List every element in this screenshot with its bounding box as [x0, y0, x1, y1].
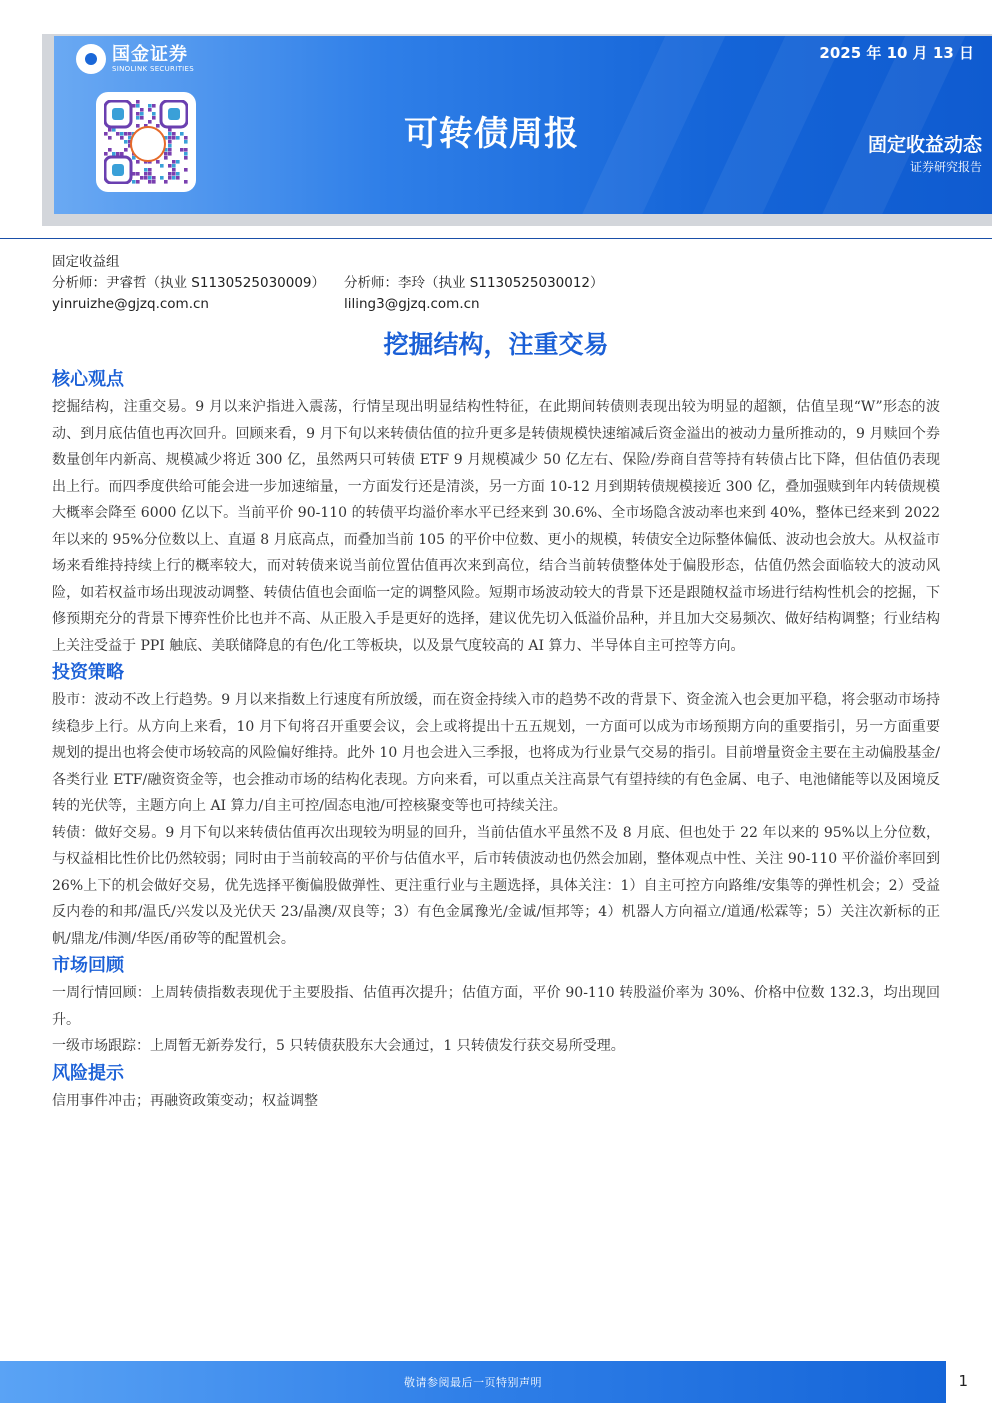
report-type: 固定收益动态 — [867, 134, 982, 156]
logo-mark-icon — [76, 44, 106, 74]
section-strategy — [52, 659, 940, 952]
section-core-view — [52, 366, 940, 659]
header-divider — [0, 238, 992, 239]
page-number: 1 — [958, 1372, 968, 1390]
qr-code-icon — [96, 92, 196, 192]
report-header-banner — [54, 36, 992, 214]
section-risk — [52, 1060, 940, 1115]
footer-bar — [0, 1361, 946, 1403]
logo-name-cn: 国金证券 — [112, 43, 188, 65]
analyst-info — [52, 252, 604, 315]
paragraph: 一级市场跟踪：上周暂无新券发行，5 只转债获股东大会通过，1 只转债发行获交易所受理。 — [52, 1038, 625, 1054]
paragraph: 转债：做好交易。9 月下旬以来转债估值再次出现较为明显的回升，当前估值水平虽然不及 8 月底、但也处于 22 年以来的 95%以上分位数，与权益相比性价比仍然较弱；同时由于当前较高的平价与估值水平，后市转债波动也仍然会加剧，整体观点中性、关注 90-110 平价溢价率回到 26%上下的机会做好交易，优先选择平衡偏股做弹性、更注重行业与主题选择，具体关注：1）自主可控方向路维/安集等的弹性机会；2）受益反内卷的和邦/温氏/兴发以及光伏天 23/晶澳/双良等；3）有色金属豫光/金诚/恒邦等；4）机器人方向福立/道通/松霖等；5）关注次新标的正帆/鼎龙/伟测/华医/甬矽等的配置机会。 — [52, 824, 940, 947]
report-body — [52, 366, 940, 1114]
paragraph: 信用事件冲击；再融资政策变动；权益调整 — [52, 1092, 318, 1109]
report-subtype: 证券研究报告 — [909, 160, 982, 174]
report-title: 可转债周报 — [404, 114, 579, 154]
paragraph: 挖掘结构，注重交易。9 月以来沪指进入震荡，行情呈现出明显结构性特征，在此期间转债则表现出较为明显的超额，估值呈现“W”形态的波动、到月底估值也再次回升。回顾来看，9 月下旬以来转债估值的拉升更多是转债规模快速缩减后资金溢出的被动力量所推动的，9 月赎回个券数量创年内新高、规模减少将近 300 亿，虽然两只可转债 ETF 9 月规模减少 50 亿左右、保险/券商自营等持有转债占比下降，但估值仍表现出上行。而四季度供给可能会进一步加速缩量，一方面发行还是清淡，另一方面 10-12 月到期转债规模接近 300 亿，叠加强赎到年内转债规模大概率会降至 6000 亿以下。当前平价 90-110 的转债平均溢价率水平已经来到 30.6%、全市场隐含波动率也来到 40%，整体已经来到 2022 年以来的 95%分位数以上、直逼 8 月底高点，而叠加当前 105 的平价中位数、更小的规模，转债安全边际整体偏低、波动也会放大。从权益市场来看维持持续上行的概率较大，而对转债来说当前位置估值再次来到高位，结合当前转债整体处于偏股形态，估值仍然会面临较大的波动风险，如若权益市场出现波动调整、转债估值也会面临一定的调整风险。短期市场波动较大的背景下还是跟随权益市场进行结构性机会的挖掘，下修预期充分的背景下博弈性价比也并不高、从正股入手是更好的选择，建议优先切入低溢价品种，并且加大交易频次、做好结构调整；行业结构上关注受益于 PPI 触底、美联储降息的有色/化工等板块，以及景气度较高的 AI 算力、半导体自主可控等方向。 — [52, 399, 940, 654]
section-title: 核心观点 — [52, 369, 124, 390]
section-title: 投资策略 — [52, 662, 124, 683]
company-logo — [76, 44, 194, 74]
analyst-2-email[interactable]: liling3@gjzq.com.cn — [344, 296, 480, 312]
report-headline: 挖掘结构，注重交易 — [383, 330, 609, 359]
analyst-1: 分析师：尹睿哲（执业 S1130525030009） — [52, 275, 326, 291]
paragraph: 股市：波动不改上行趋势。9 月以来指数上行速度有所放缓，而在资金持续入市的趋势不改的背景下、资金流入也会更加平稳，将会驱动市场持续稳步上行。从方向上来看，10 月下旬将召开重要会议，会上或将提出十五五规划，一方面可以成为市场预期方向的重要指引，另一方面重要规划的提出也将会使市场较高的风险偏好维持。此外 10 月也会进入三季报，也将成为行业景气交易的指引。目前增量资金主要在主动偏股基金/各类行业 ETF/融资资金等，也会推动市场的结构化表现。方向来看，可以重点关注高景气有望持续的有色金属、电子、电池储能等以及困境反转的光伏等，主题方向上 AI 算力/自主可控/固态电池/可控核聚变等也可持续关注。 — [52, 692, 940, 814]
section-title: 市场回顾 — [52, 955, 124, 976]
footer-notice[interactable]: 敬请参阅最后一页特别声明 — [404, 1376, 542, 1389]
section-market-review — [52, 952, 940, 1060]
report-date: 2025 年 10 月 13 日 — [819, 44, 974, 62]
analyst-1-email[interactable]: yinruizhe@gjzq.com.cn — [52, 296, 209, 312]
logo-name-en: SINOLINK SECURITIES — [112, 64, 194, 73]
section-title: 风险提示 — [52, 1062, 124, 1084]
team-name: 固定收益组 — [52, 254, 120, 270]
paragraph: 一周行情回顾：上周转债指数表现优于主要股指、估值再次提升；估值方面，平价 90-110 转股溢价率为 30%、价格中位数 132.3，均出现回升。 — [52, 985, 940, 1028]
qr-center-logo-icon — [130, 126, 166, 162]
analyst-2: 分析师：李玲（执业 S1130525030012） — [344, 275, 604, 291]
